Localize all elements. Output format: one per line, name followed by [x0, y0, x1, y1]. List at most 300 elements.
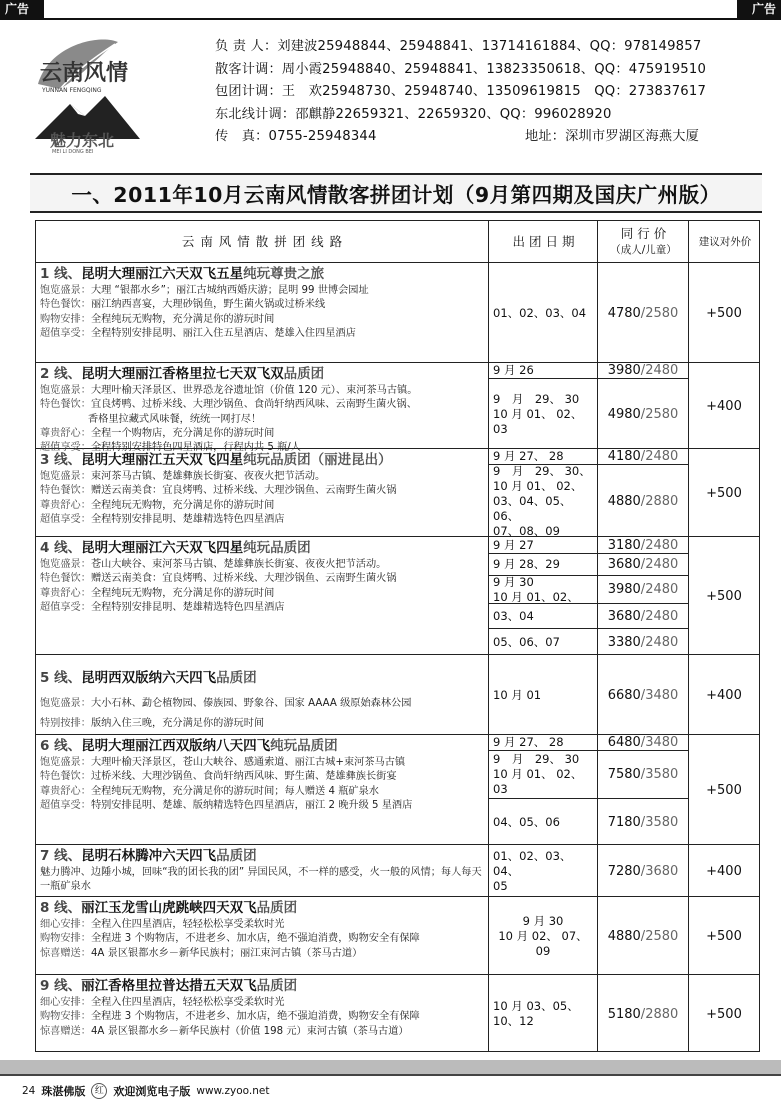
page-number: 24 [22, 1085, 36, 1097]
route-detail [40, 470, 488, 484]
route-number: 4 线、 [40, 540, 82, 556]
detail-key: 细心安排： [40, 919, 91, 930]
date-text: 10 月 01、 02、 [493, 478, 583, 493]
adult-price: 3980 [607, 363, 641, 378]
route-detail [40, 996, 488, 1010]
contact-text: 东北线计调：邵麒静22659321、22659320、QQ：996028920 [215, 106, 612, 122]
price-separator: / [640, 557, 646, 572]
detail-key: 购物安排： [40, 933, 91, 945]
route-description [40, 451, 488, 527]
ad-label-right: 广告 [737, 0, 781, 18]
route-highlight: 纯玩尊贵之旅 [243, 266, 325, 282]
date-column [489, 263, 597, 363]
header-date: 出 团 日 期 [512, 234, 575, 249]
date-cell [489, 379, 597, 449]
route-title [40, 451, 488, 470]
detail-value: 苍山大峡谷、束河茶马古镇、楚雄彝族长街宴、夜夜火把节活动。 [90, 559, 387, 570]
detail-value: 香格里拉藏式风味餐，统统一网打尽！ [88, 413, 262, 425]
detail-value: 过桥米线、大理沙锅鱼、食尚轩纳西风味、野生菌、楚雄彝族长街宴 [90, 771, 397, 783]
date-text: 03、04、05、06、 [493, 493, 572, 523]
route-detail [40, 499, 488, 513]
route-name: 昆明大理丽江西双版纳八天四飞 [81, 738, 271, 754]
svg-text:MEI LI DONG BEI: MEI LI DONG BEI [52, 149, 94, 154]
route-name: 昆明大理丽江六天双飞五星 [81, 266, 244, 282]
date-text: 9 月 29、 30 [493, 391, 580, 406]
detail-value: 版纳入住三晚，充分满足你的游玩时间 [90, 718, 265, 729]
route-description [40, 539, 488, 615]
date-column [489, 537, 597, 655]
price-column [598, 537, 688, 655]
detail-key: 超值享受： [40, 442, 91, 454]
detail-key: 饱览盛景： [40, 285, 91, 296]
route-highlight: 品质团 [216, 848, 257, 864]
table-row [36, 897, 759, 975]
date-text: 04、05、06 [493, 814, 560, 829]
detail-value: 全程入住四星酒店，轻轻松松享受柔软时光 [90, 997, 285, 1008]
route-highlight: 品质团 [283, 366, 325, 382]
date-column [489, 449, 597, 537]
date-text: 10 月 01、 02、 [493, 767, 583, 781]
route-detail [40, 384, 488, 398]
child-price: 3580 [645, 767, 679, 782]
date-text: 10、12 [493, 1014, 534, 1028]
date-text: 9 月 29、 30、 [493, 463, 591, 478]
child-price: 3580 [645, 814, 679, 830]
table-row [36, 537, 759, 655]
contact-line [215, 59, 759, 82]
route-number: 5 线、 [40, 670, 82, 686]
adult-price: 7280 [607, 863, 641, 879]
price-cell [598, 845, 688, 897]
svg-text:YUNNAN FENGQING: YUNNAN FENGQING [42, 87, 102, 94]
child-price: 3680 [645, 863, 679, 879]
date-text: 10 月 01 [493, 687, 542, 702]
footer-line [0, 1074, 781, 1076]
route-highlight: 品质团 [216, 670, 257, 686]
header-suggest: 建议对外价 [698, 236, 752, 248]
date-text: 10 月 02、 07、 [498, 928, 588, 943]
date-text: 10 月 03、05、 [493, 999, 579, 1013]
date-text: 09 [535, 943, 551, 958]
route-number: 2 线、 [40, 366, 82, 382]
price-column [598, 655, 688, 735]
detail-value: 全程纯玩无购物，充分满足你的游玩时间 [90, 499, 275, 511]
suggested-price: +400 [706, 863, 742, 879]
child-price: 2580 [645, 305, 679, 321]
detail-value: 全程入住四星酒店，轻轻松松享受柔软时光 [90, 919, 285, 930]
detail-value: 全程特别安排昆明、楚雄精选特色四星酒店 [90, 513, 285, 525]
detail-key: 尊贵舒心： [40, 499, 91, 511]
detail-value: 全程纯玩无购物，充分满足你的游玩时间 [90, 313, 275, 325]
detail-key: 超值享受： [40, 601, 91, 613]
route-highlight: 纯玩品质团（丽进昆出） [243, 452, 392, 468]
contact-text: 负 责 人：刘建波25948844、25948841、13714161884、QQ：978149857 [215, 39, 702, 54]
suggested-price: +400 [706, 687, 742, 703]
route-detail [40, 572, 488, 586]
header-price-line1: 同 行 价 [620, 226, 667, 241]
price-separator: / [640, 634, 646, 650]
price-separator: / [640, 305, 646, 321]
route-detail [40, 714, 488, 734]
date-cell [489, 537, 597, 554]
detail-value: 束河茶马古镇、楚雄彝族长街宴、夜夜火把节活动。 [90, 471, 326, 482]
adult-price: 6680 [607, 687, 641, 703]
price-cell [598, 799, 688, 845]
route-highlight: 纯玩品质团 [243, 540, 311, 556]
route-detail [40, 313, 488, 327]
child-price: 2580 [645, 928, 679, 944]
route-title [40, 539, 488, 558]
child-price: 2480 [645, 363, 679, 378]
detail-key: 饱览盛景： [40, 385, 91, 396]
route-description [40, 899, 488, 961]
detail-value: 全程纯玩无购物，充分满足你的游玩时间 [90, 587, 275, 599]
date-text: 03 [493, 421, 508, 436]
price-cell [598, 449, 688, 465]
route-title [40, 847, 488, 866]
adult-price: 7580 [607, 767, 641, 782]
contact-text: 传 真：0755-25948344 [215, 129, 377, 145]
price-separator: / [640, 863, 646, 879]
suggested-price: +500 [706, 1006, 742, 1022]
route-detail [40, 770, 488, 784]
route-detail [40, 587, 488, 601]
price-separator: / [640, 363, 646, 378]
adult-price: 6480 [607, 735, 641, 750]
price-separator: / [640, 928, 646, 944]
address-text: 地址：深圳市罗湖区海燕大厦 [525, 129, 700, 145]
contact-text: 包团计调：王 欢25948730、25948740、13509619815 QQ：273837617 [215, 84, 707, 100]
route-detail [40, 284, 488, 298]
suggested-price: +500 [706, 305, 742, 321]
date-cell [489, 465, 597, 537]
date-cell [489, 363, 597, 379]
adult-price: 3180 [607, 537, 641, 553]
contact-line [215, 81, 759, 104]
date-text: 10 月 01、 02、 [493, 406, 583, 421]
child-price: 2480 [645, 608, 679, 624]
detail-key: 尊贵舒心： [40, 427, 91, 439]
route-detail [40, 866, 488, 895]
date-text: 9 月 27 [493, 537, 534, 552]
table-header [36, 221, 759, 263]
header-price [598, 221, 689, 263]
detail-key: 细心安排： [40, 997, 91, 1008]
child-price: 2480 [645, 582, 679, 597]
detail-value: 全程纯玩无购物，充分满足你的游玩时间；每人赠送 4 瓶矿泉水 [90, 785, 379, 797]
footer-info [22, 1083, 269, 1099]
route-detail [40, 398, 488, 412]
detail-key: 饱览盛景： [40, 471, 91, 482]
child-price: 2480 [645, 537, 679, 553]
adult-price: 4780 [607, 305, 641, 321]
detail-key: 特色餐饮： [40, 573, 91, 585]
route-description [40, 265, 488, 341]
detail-value: 全程特别安排昆明、丽江入住五星酒店、楚雄入住四星酒店 [90, 327, 356, 339]
edition-label: 珠湛佛版 [41, 1085, 86, 1098]
route-name: 丽江香格里拉普达措五天双飞 [81, 978, 257, 994]
table-row [36, 735, 759, 845]
child-price: 2880 [645, 493, 679, 509]
date-text: 01、02、03、04、 [493, 848, 572, 878]
route-title [40, 977, 488, 996]
date-column [489, 897, 597, 975]
detail-key: 饱览盛景： [40, 757, 91, 768]
detail-key: 尊贵舒心： [40, 785, 91, 797]
table-row [36, 845, 759, 897]
contact-text: 散客计调：周小霞25948840、25948841、13823350618、QQ：475919510 [215, 61, 707, 77]
route-name: 昆明西双版纳六天四飞 [81, 670, 217, 686]
table-row [36, 449, 759, 537]
header-price-line2: （成人/儿童） [610, 244, 677, 256]
price-cell [598, 363, 688, 379]
adult-price: 7180 [607, 814, 641, 830]
route-title [40, 899, 488, 918]
date-text: 03 [493, 782, 508, 796]
table-row [36, 655, 759, 735]
detail-value: 4A 景区银都水乡－新华民族村；丽江束河古镇（茶马古道） [90, 947, 363, 959]
route-title [40, 265, 488, 284]
detail-value: 全程进 3 个购物店，不进老乡、加水店，绝不强迫消费，购物安全有保障 [90, 1011, 420, 1023]
price-column [598, 363, 688, 449]
route-detail [40, 601, 488, 615]
date-text: 01、02、03、04 [493, 305, 587, 320]
detail-value: 魅力腾冲、边陲小城，回味“我的团长我的团” 异国民风，不一样的感受，火一般的风情；每人每天一瓶矿泉水 [40, 867, 482, 893]
price-column [598, 845, 688, 897]
route-detail [40, 513, 488, 527]
price-separator: / [640, 814, 646, 830]
date-cell [489, 735, 597, 751]
route-detail [40, 918, 488, 932]
route-number: 1 线、 [40, 266, 82, 282]
price-cell [598, 735, 688, 751]
suggested-price: +400 [706, 398, 742, 414]
detail-value: 全程特别安排特色四星酒店，行程内共 5 瓶/人 [90, 442, 301, 454]
detail-value: 赠送云南美食：宜良烤鸭、过桥米线、大理沙锅鱼、云南野生菌火锅 [90, 485, 397, 497]
date-cell [489, 629, 597, 655]
route-description [40, 977, 488, 1039]
route-detail [40, 413, 488, 427]
adult-price: 3380 [607, 634, 641, 650]
ad-label-left: 广告 [0, 0, 44, 18]
badge-icon: 红 [91, 1083, 107, 1099]
price-separator: / [640, 687, 646, 703]
suggested-price: +500 [706, 928, 742, 944]
adult-price: 4880 [607, 928, 641, 944]
detail-value: 大理叶榆天泽景区、世界恐龙谷遗址馆（价值 120 元）、束河茶马古镇。 [90, 385, 418, 396]
route-highlight: 纯玩品质团 [270, 738, 338, 754]
price-cell [598, 576, 688, 604]
route-detail [40, 799, 488, 813]
route-detail [40, 1010, 488, 1024]
footer-bar [0, 1060, 781, 1074]
adult-price: 4180 [607, 449, 641, 464]
date-cell [489, 263, 597, 363]
detail-key: 特色餐饮： [40, 485, 91, 497]
route-detail [40, 558, 488, 572]
price-cell [598, 897, 688, 975]
detail-value: 全程进 3 个购物店，不进老乡、加水店，绝不强迫消费，购物安全有保障 [90, 933, 420, 945]
route-number: 8 线、 [40, 900, 82, 916]
route-detail [40, 427, 488, 441]
contact-line [215, 36, 759, 59]
table-row [36, 263, 759, 363]
price-separator: / [640, 582, 646, 597]
page-title: 一、2011年10月云南风情散客拼团计划（9月第四期及国庆广州版） [30, 173, 762, 213]
date-text: 9 月 29、 30 [493, 752, 580, 766]
route-name: 昆明大理丽江香格里拉七天双飞双 [81, 366, 284, 382]
child-price: 2880 [645, 1006, 679, 1022]
svg-text:魅力东北: 魅力东北 [50, 131, 115, 150]
route-title [40, 737, 488, 756]
price-cell [598, 751, 688, 799]
route-highlight: 品质团 [256, 978, 298, 994]
price-column [598, 975, 688, 1053]
price-cell [598, 465, 688, 537]
table-row [36, 363, 759, 454]
date-cell [489, 897, 597, 975]
footer-url[interactable]: www.zyoo.net [196, 1085, 270, 1097]
route-detail [40, 785, 488, 799]
detail-value: 4A 景区银都水乡－新华民族村（价值 198 元）束河古镇（茶马古道） [90, 1025, 409, 1037]
detail-key: 饱览盛景： [40, 698, 91, 709]
date-column [489, 845, 597, 897]
price-cell [598, 604, 688, 629]
child-price: 2480 [645, 557, 679, 572]
adult-price: 4980 [607, 406, 641, 422]
price-separator: / [640, 735, 646, 750]
detail-key: 惊喜赠送： [40, 1025, 91, 1037]
route-number: 6 线、 [40, 738, 82, 754]
price-column [598, 735, 688, 845]
adult-price: 3680 [607, 608, 641, 624]
date-cell [489, 604, 597, 629]
detail-key: 特色餐饮： [40, 299, 91, 311]
route-detail [40, 484, 488, 498]
date-column [489, 735, 597, 845]
suggested-price: +500 [706, 588, 742, 604]
tour-table [35, 220, 760, 1052]
date-cell [489, 799, 597, 845]
route-description [40, 365, 488, 455]
detail-value: 宜良烤鸭、过桥米线、大理沙锅鱼、食尚轩纳西风味、云南野生菌火锅、 [90, 399, 417, 411]
route-title [40, 365, 488, 384]
route-detail [40, 756, 488, 770]
date-text: 03、04 [493, 608, 534, 623]
price-separator: / [640, 493, 646, 509]
detail-value: 大小石林、勐仑植物园、傣族园、野象谷、国家 AAAA 级原始森林公园 [90, 698, 412, 709]
date-column [489, 363, 597, 449]
route-name: 昆明大理丽江五天双飞四星 [81, 452, 244, 468]
route-name: 丽江玉龙雪山虎跳峡四天双飞 [81, 900, 257, 916]
date-text: 9 月 30 [522, 913, 564, 928]
detail-value: 全程一个购物店，充分满足你的游玩时间 [90, 427, 275, 439]
route-name: 昆明大理丽江六天双飞四星 [81, 540, 244, 556]
detail-value: 赠送云南美食：宜良烤鸭、过桥米线、大理沙锅鱼、云南野生菌火锅 [90, 573, 397, 585]
contact-block [215, 36, 759, 149]
date-cell [489, 576, 597, 604]
adult-price: 4880 [607, 493, 641, 509]
adult-price: 5180 [607, 1006, 641, 1022]
detail-key: 尊贵舒心： [40, 587, 91, 599]
price-separator: / [640, 1006, 646, 1022]
date-column [489, 975, 597, 1053]
route-description [40, 847, 488, 895]
date-text: 9 月 26 [493, 363, 534, 377]
detail-value: 特别安排昆明、楚雄、版纳精选特色四星酒店，丽江 2 晚升级 5 星酒店 [90, 799, 413, 811]
date-text: 9 月 28、29 [493, 557, 560, 571]
adult-price: 3980 [607, 582, 641, 597]
price-separator: / [640, 608, 646, 624]
price-column [598, 449, 688, 537]
detail-key: 超值享受： [40, 327, 91, 339]
price-column [598, 263, 688, 363]
detail-value: 大理叶榆天泽景区，苍山大峡谷、感通索道、丽江古城+束河茶马古镇 [90, 757, 406, 768]
child-price: 3480 [645, 687, 679, 703]
price-separator: / [640, 537, 646, 553]
detail-key: 特色餐饮： [40, 771, 91, 783]
route-description [40, 737, 488, 813]
contact-line [215, 104, 759, 127]
detail-value: 全程特别安排昆明、楚雄精选特色四星酒店 [90, 601, 285, 613]
date-cell [489, 655, 597, 735]
date-text: 10 月 01、02、 [493, 589, 579, 604]
date-text: 05 [493, 878, 508, 893]
detail-value: 丽江纳西喜宴，大理砂锅鱼，野生菌火锅或过桥米线 [90, 299, 326, 311]
route-detail [40, 947, 488, 961]
price-cell [598, 537, 688, 554]
date-column [489, 655, 597, 735]
price-separator: / [640, 406, 646, 422]
price-separator: / [640, 767, 646, 782]
child-price: 2580 [645, 406, 679, 422]
detail-key: 特别按排： [40, 718, 91, 729]
detail-key: 超值享受： [40, 513, 91, 525]
price-cell [598, 975, 688, 1053]
route-detail [40, 1025, 488, 1039]
route-detail [40, 298, 488, 312]
date-cell [489, 845, 597, 897]
route-number: 7 线、 [40, 848, 82, 864]
date-text: 07、08、09 [493, 523, 560, 538]
logo-brand-text: 云南风情 [40, 60, 129, 86]
price-cell [598, 554, 688, 576]
adult-price: 3680 [607, 557, 641, 572]
suggested-price: +500 [706, 782, 742, 798]
route-number: 3 线、 [40, 452, 82, 468]
date-text: 9 月 30 [493, 574, 534, 589]
price-column [598, 897, 688, 975]
footer-text: 欢迎浏览电子版 [113, 1085, 191, 1098]
date-cell [489, 751, 597, 799]
detail-value: 大理 “银都水乡”；丽江古城纳西婚庆游；昆明 99 世博会园址 [90, 285, 369, 296]
price-cell [598, 629, 688, 655]
date-text: 05、06、07 [493, 634, 560, 649]
child-price: 2480 [645, 449, 679, 464]
date-cell [489, 975, 597, 1053]
detail-key: 特色餐饮： [40, 399, 91, 411]
table-row [36, 975, 759, 1053]
price-cell [598, 263, 688, 363]
child-price: 2480 [645, 634, 679, 650]
child-price: 3480 [645, 735, 679, 750]
route-description [40, 669, 488, 734]
date-cell [489, 554, 597, 576]
detail-key: 惊喜赠送： [40, 947, 91, 959]
route-number: 9 线、 [40, 978, 82, 994]
detail-key: 饱览盛景： [40, 559, 91, 570]
date-text: 9 月 27、 28 [493, 735, 564, 749]
